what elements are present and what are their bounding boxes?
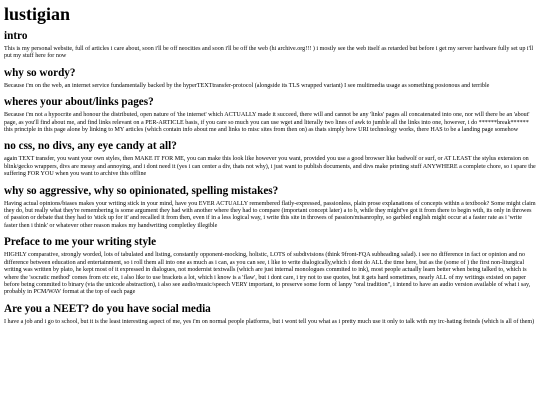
section-aggressive bbox=[4, 185, 536, 231]
section-body: Because i'm on the web, an internet service fundamentally backed by the hyperTEXTtransfer-protocol (alongside its TLS wrapped variant) I see multimedia usage as something posionous and terrible bbox=[4, 82, 490, 89]
section-neet bbox=[4, 303, 536, 326]
section-heading: Are you a NEET? do you have social media bbox=[4, 302, 211, 315]
section-about-links bbox=[4, 96, 536, 134]
section-heading: why so aggressive, why so opinionated, spelling mistakes? bbox=[4, 184, 279, 197]
section-why-so-wordy bbox=[4, 67, 536, 90]
section-writing-style bbox=[4, 236, 536, 296]
section-heading: intro bbox=[4, 30, 28, 42]
section-body: This is my personal website, full of articles i care about, soon i'll be off neocities and soon i'll be off the web (hi archive.org!!! ) i mostly see the web itself as retarded but before i get my server hardware fully set up i'll put my stuff here for now bbox=[4, 46, 534, 60]
section-heading: wheres your about/links pages? bbox=[4, 96, 154, 109]
site-title: lustigian bbox=[4, 4, 71, 24]
section-body: HIGHLY comparative, strongly worded, lots of tabulated and listing, constantly opponent-mocking, holistic, LOTS of subdivisions (think 9front-FQA subheading salad). i see no difference in fact or opinion and no difference between education and entertainment, so i roll them all into one as much as i can, as you can see, i like to write dialogically,which i dont do ALL the time here, but as the (some of ) the first non-liturgical writing was written by plato, he kept most of it expressed in dialogues, not modernist textwalls (which are just internal monologues commited to ink), most people actually learn better when being talked to, which is where the 'socratic method' comes from etc etc, i also like to use brackets a lot, which i know is a 'flaw', but i dont care, i try not to use quotes, but it gets hard sometimes, nearly ALL of my writings existed on paper before being commited to binary (via the unicode abstraction), i also see audio/music/speech VERY important, to preserve some form of lanpy "oral tradition", i intend to have an audio version available of what i say, probably in PCM/WAV format at the top of each page bbox=[4, 252, 531, 296]
section-heading: Preface to me your writing style bbox=[4, 236, 157, 249]
section-body: again TEXT transfer, you want your own styles, then MAKE IT FOR ME, you can make this look like however you want, provided you use a good browser like badwolf or surf, or AT LEAST the stylus extension on blink/gecko wrappers, divs are messy and annoying, and i dont need it (yes i can center a div, thats not why), i just want to publish documents, and divs make printing stuff ANYWHERE a complete chore, so i spare the suffering FOR YOU when you want to archive this offline bbox=[4, 156, 536, 178]
section-body: Because i'm not a hypocrite and honour the distributed, open nature of 'the internet' which ACTUALLY made it succeed, there will and cannot be any 'links' pages all concatenated into one, nor will there be an 'about' page, as you'll find about me, and find links relevant on a PER-ARTICLE basis, if you care so much you can use wget and literally two lines of awk to jumble all the links into one, however, i do ******break****** this principle in this page alone by linking to MY articles (which contain info about me and links to misc sites from then on) as thats simply how URI technology works, there HAS to be a landing page somehow bbox=[4, 112, 530, 134]
section-body: I have a job and i go to school, but it is the least interesting aspect of me, yes i'm on normal people platforms, but i wont tell you what as i pretty much use it only to talk with my irc-hating freinds (which is all of them) bbox=[4, 318, 535, 325]
section-body: Having actual opinions/biases makes your writing stick in your mind, have you EVER ACTUALLY remembered flatly-expressed, passionless, plain prose explanations of concepts within a textbook? Some might claim they do, but really what they're remembering is some argument they had with another where they had to compare (important concept later) a to b, while they might've got it from there to begin with, its only in throwes of passion or debate that they had to 'stick up for it' and recalled it from then, even if in a less logical way, i write this site in throwes of passion/misanrophy, so garbled english might occur at a faster rate as i 'write faster then i think' or whatever other reason makes my handwriting completley illegible bbox=[4, 200, 536, 229]
section-heading: no css, no divs, any eye candy at all? bbox=[4, 140, 177, 153]
section-intro bbox=[4, 30, 536, 61]
section-no-css bbox=[4, 140, 536, 178]
section-heading: why so wordy? bbox=[4, 66, 76, 79]
